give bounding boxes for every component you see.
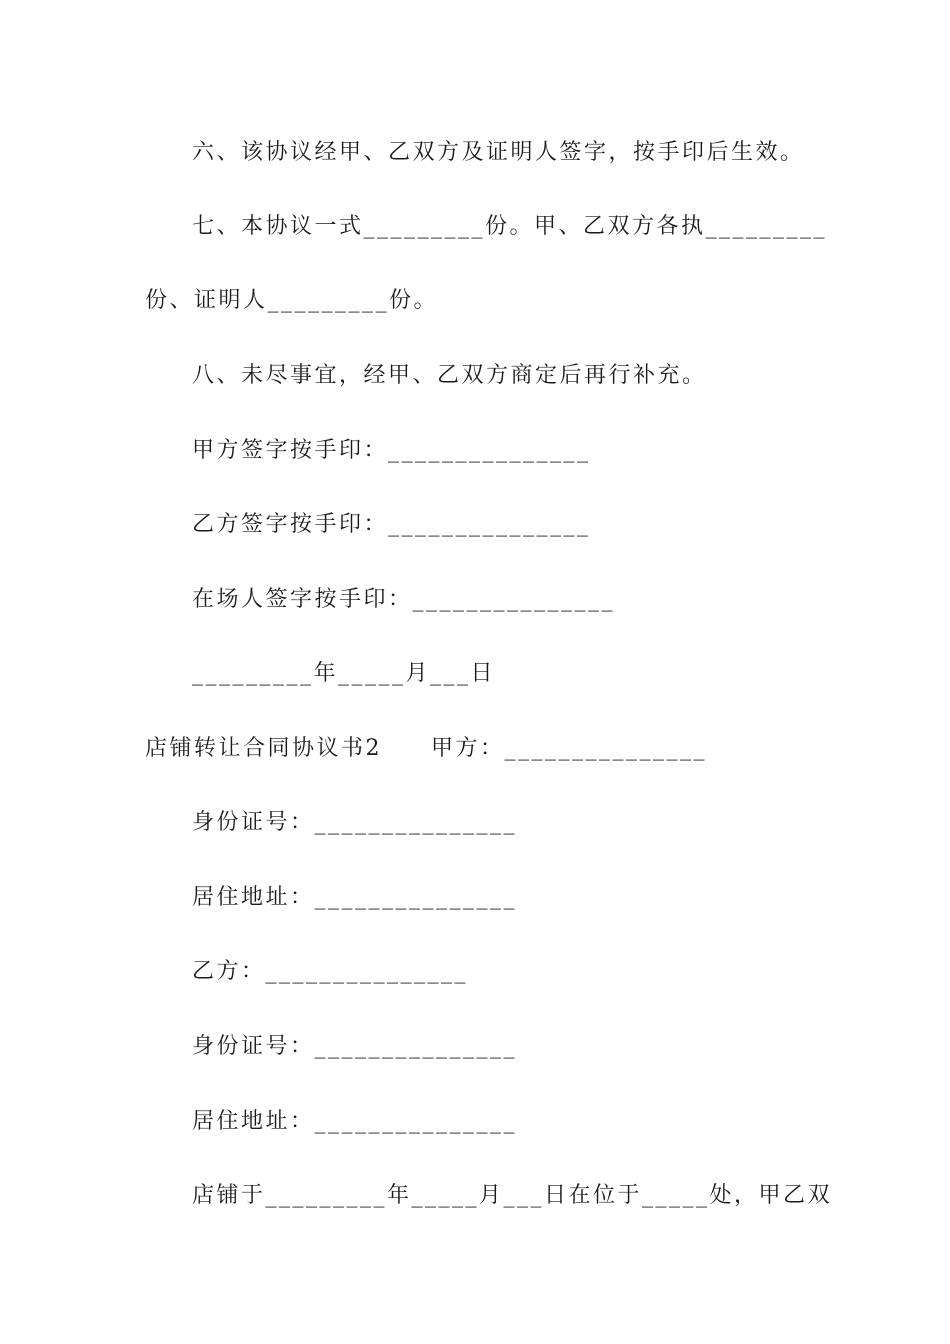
date-line: _________年_____月___日 <box>192 661 496 686</box>
party-b-address: 居住地址：_______________ <box>192 1109 518 1134</box>
clause-seven: 七、本协议一式_________份。甲、乙双方各执_________ <box>192 214 828 239</box>
contract-two-heading: 店铺转让合同协议书2 甲方：_______________ <box>145 736 707 761</box>
witness-signature-line: 在场人签字按手印：_______________ <box>192 587 616 612</box>
party-a-id-number: 身份证号：_______________ <box>192 810 518 835</box>
party-b-id-number: 身份证号：_______________ <box>192 1034 518 1059</box>
clause-six: 六、该协议经甲、乙双方及证明人签字，按手印后生效。 <box>192 140 805 165</box>
party-b-name: 乙方：_______________ <box>192 959 469 984</box>
shop-transfer-clause: 店铺于_________年_____月___日在位于_____处，甲乙双 <box>192 1183 833 1208</box>
clause-seven-continued: 份、证明人_________份。 <box>145 288 439 313</box>
party-a-signature-line: 甲方签字按手印：_______________ <box>192 438 591 463</box>
clause-eight: 八、未尽事宜，经甲、乙双方商定后再行补充。 <box>192 363 707 388</box>
party-a-address: 居住地址：_______________ <box>192 885 518 910</box>
party-b-signature-line: 乙方签字按手印：_______________ <box>192 512 591 537</box>
